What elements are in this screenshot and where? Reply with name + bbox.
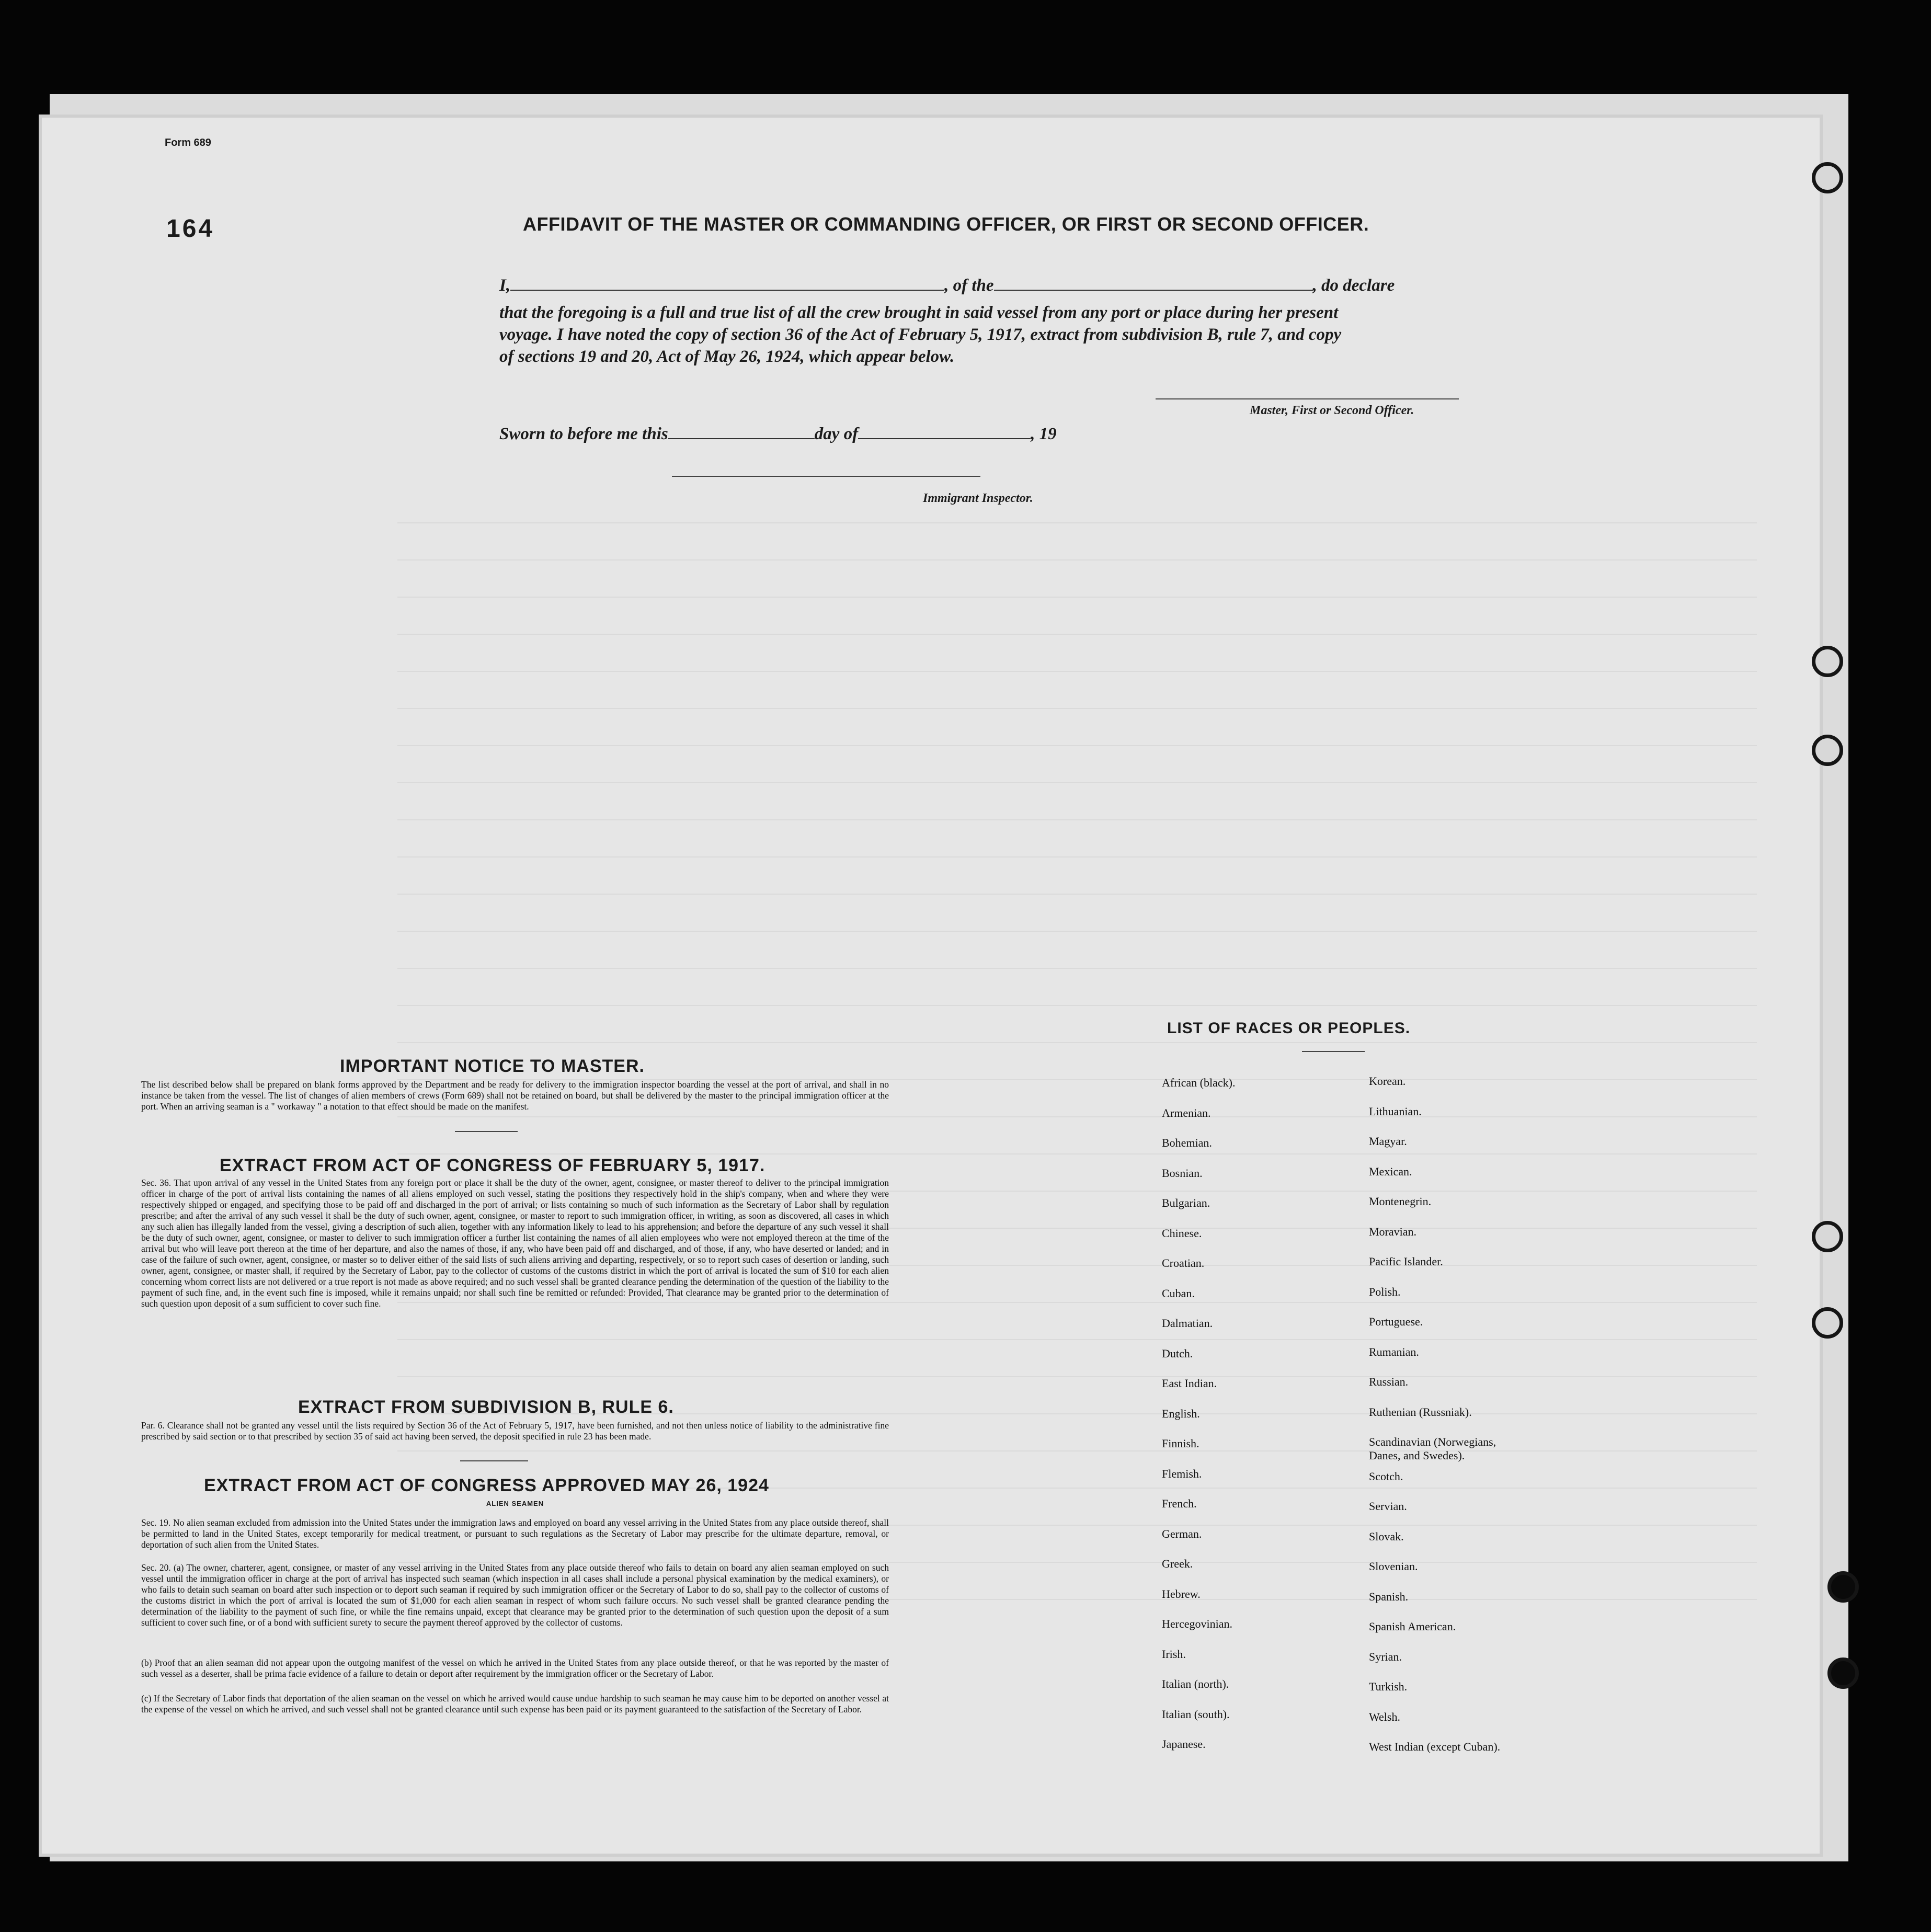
bleed-through-rule — [397, 968, 1757, 969]
race-item: Flemish. — [1162, 1467, 1202, 1480]
master-signature-line[interactable] — [1156, 398, 1459, 399]
race-item: Italian (north). — [1162, 1677, 1229, 1690]
affidavit-line-3: voyage. I have noted the copy of section 36 of the Act of February 5, 1917, extract from subdivision B, rule 7, and copy — [499, 325, 1342, 344]
notice-body: The list described below shall be prepared on blank forms approved by the Department and be ready for delivery to the immigration inspector boarding the vessel at the port of arrival, and shall in no instance be taken from the vessel. The list of changes of alien members of crews (Form 689) shall not be retained on board, but shall be delivered by the master to the principal immigration officer at the port. When an arriving seaman is a " workaway " a notation to that effect should be made on the manifest. — [141, 1079, 889, 1112]
extract-1924-sec20b: (b) Proof that an alien seaman did not appear upon the outgoing manifest of the vessel on which he arrived in the United States from any place outside thereof, or that he was reported by the master of such vessel as a deserter, shall be prima facie evidence of a failure to detain or deport after requirement by the immigration officer or the Secretary of Labor. — [141, 1657, 889, 1679]
extract-1924-sec19: Sec. 19. No alien seaman excluded from admission into the United States under the immigration laws and employed on board any vessel arriving in the United States from any place outside thereof, shall be permitted to land in the United States, except temporarily for medical treatment, or pursuant to such regulations as the Secretary of Labor may prescribe for the ultimate departure, removal, or deportation of such alien from the United States. — [141, 1517, 889, 1550]
binder-hole-icon — [1812, 1307, 1843, 1339]
inspector-signature-line[interactable] — [672, 476, 980, 477]
race-item: Rumanian. — [1369, 1345, 1419, 1358]
bleed-through-rule — [397, 819, 1757, 820]
race-item: Mexican. — [1369, 1164, 1412, 1178]
sworn-day-blank[interactable] — [668, 438, 815, 439]
race-item: Korean. — [1369, 1074, 1406, 1088]
sheet-number: 164 — [166, 215, 215, 243]
inspector-label: Immigrant Inspector. — [923, 491, 1033, 505]
race-item: Russian. — [1369, 1375, 1409, 1388]
master-name-blank[interactable] — [510, 290, 944, 291]
race-item: Slovenian. — [1369, 1560, 1418, 1573]
sworn-line — [499, 425, 1057, 444]
race-item: Scandinavian (Norwegians, — [1369, 1435, 1496, 1448]
race-item: Cuban. — [1162, 1286, 1195, 1300]
bleed-through-rule — [397, 559, 1757, 561]
race-item: Chinese. — [1162, 1226, 1202, 1240]
races-title: LIST OF RACES OR PEOPLES. — [1167, 1020, 1411, 1037]
extract-1917-body: Sec. 36. That upon arrival of any vessel in the United States from any foreign port or place it shall be the duty of the owner, agent, consignee, or master thereof to deliver to the principal immigration officer in charge of the port of arrival lists containing the names of all aliens employed on such vessel, stating the positions they respectively hold in the ship's company, when and where they were respectively shipped or engaged, and specifying those to be paid off and discharged in the port of arrival; or lists containing so much of such information as the Secretary of Labor shall by regulation prescribe; and after the arrival of any such vessel it shall be the duty of such owner, agent, consignee, or master to report to such immigration officer, in writing, as soon as discovered, all cases in which any such alien has illegally landed from the vessel, giving a description of such alien, together with any information likely to lead to his apprehension; and before the departure of any such vessel it shall be the duty of such owner, agent, consignee, or master to deliver to such immigration officer a further list containing the names of all alien employees who were not employed thereon at the time of the arrival but who will leave port thereon at the time of her departure, and also the names of those, if any, who have been paid off and discharged, and of those, if any, who have deserted or landed; and in case of the failure of such owner, agent, consignee, or master so to deliver either of the said lists of such aliens arriving and departing, respectively, or so to report such cases of desertion or landing, such owner, agent, consignee, or master shall, if required by the Secretary of Labor, pay to the collector of customs of the customs district in which the port of arrival is located the sum of $10 for each alien concerning whom correct lists are not delivered or a true report is not made as above required; and no such vessel shall be granted clearance pending the determination of the question of the liability to the payment of such fine, and, in the event such fine is imposed, while it remains unpaid; nor shall such fine be remitted or refunded: Provided, That clearance may be granted prior to the determination of such question upon deposit of a sum sufficient to cover such fine. — [141, 1178, 889, 1309]
notice-title: IMPORTANT NOTICE TO MASTER. — [340, 1056, 645, 1076]
race-item: Armenian. — [1162, 1106, 1211, 1119]
affidavit-title: AFFIDAVIT OF THE MASTER OR COMMANDING OFFICER, OR FIRST OR SECOND OFFICER. — [523, 213, 1369, 235]
bleed-through-rule — [397, 1042, 1757, 1043]
race-item: Turkish. — [1369, 1680, 1408, 1693]
extract-rule6-title: EXTRACT FROM SUBDIVISION B, RULE 6. — [298, 1397, 674, 1417]
divider — [1302, 1051, 1365, 1052]
race-item: Pacific Islander. — [1369, 1255, 1443, 1268]
race-item: Croatian. — [1162, 1256, 1205, 1270]
race-item: Magyar. — [1369, 1135, 1407, 1148]
affidavit-of-the: , of the — [944, 276, 994, 295]
race-item: Hercegovinian. — [1162, 1617, 1232, 1630]
race-item: Hebrew. — [1162, 1587, 1201, 1601]
bleed-through-rule — [397, 856, 1757, 858]
race-item: German. — [1162, 1527, 1202, 1540]
race-item: Greek. — [1162, 1557, 1193, 1570]
race-item: West Indian (except Cuban). — [1369, 1740, 1501, 1753]
race-item: Spanish. — [1369, 1590, 1409, 1603]
bleed-through-rule — [397, 1116, 1757, 1117]
bleed-through-rule — [397, 671, 1757, 672]
affidavit-declare: , do declare — [1312, 276, 1395, 295]
race-item: Ruthenian (Russniak). — [1369, 1405, 1472, 1419]
race-item: Scotch. — [1369, 1469, 1403, 1483]
race-item: Bohemian. — [1162, 1136, 1212, 1149]
affidavit-line-2: that the foregoing is a full and true list of all the crew brought in said vessel from any port or place during her present — [499, 303, 1339, 322]
race-item: Lithuanian. — [1369, 1104, 1422, 1118]
binder-hole-icon — [1812, 735, 1843, 766]
extract-1924-sec20c: (c) If the Secretary of Labor finds that deportation of the alien seaman on the vessel on which he arrived would cause undue hardship to such seaman he may cause him to be deported on another vessel at the expense of the vessel on which he arrived, and such vessel shall not be granted clearance until such expense has been paid or its payment guaranteed to the satisfaction of the Secretary of Labor. — [141, 1693, 889, 1714]
race-item: Finnish. — [1162, 1437, 1199, 1450]
binder-hole-icon — [1812, 646, 1843, 677]
bleed-through-rule — [397, 1153, 1757, 1154]
race-item: Moravian. — [1369, 1225, 1417, 1238]
affidavit-i: I, — [499, 276, 511, 295]
race-item: Servian. — [1369, 1500, 1407, 1513]
bleed-through-rule — [397, 745, 1757, 746]
bleed-through-rule — [397, 1376, 1757, 1377]
race-item: Welsh. — [1369, 1710, 1400, 1723]
bleed-through-rule — [397, 894, 1757, 895]
affidavit-line-4: of sections 19 and 20, Act of May 26, 1924, which appear below. — [499, 347, 955, 366]
race-item: Syrian. — [1369, 1650, 1402, 1663]
sworn-before-label: Sworn to before me this — [499, 425, 668, 443]
extract-1917-title: EXTRACT FROM ACT OF CONGRESS OF FEBRUARY 5, 1917. — [220, 1156, 765, 1175]
race-item: Montenegrin. — [1369, 1195, 1432, 1208]
binder-hole-icon — [1827, 1571, 1859, 1603]
race-item: Italian (south). — [1162, 1707, 1230, 1721]
race-item: Slovak. — [1369, 1529, 1404, 1543]
race-item: East Indian. — [1162, 1377, 1217, 1390]
bleed-through-rule — [397, 1450, 1757, 1451]
bleed-through-rule — [397, 1339, 1757, 1340]
extract-rule6-body: Par. 6. Clearance shall not be granted any vessel until the lists required by Section 36 of the Act of February 5, 1917, have been furnished, and not then unless notice of liability to the administrative fine prescribed by said section or to that prescribed by section 35 of said act having been served, the deposit specified in rule 23 has been made. — [141, 1420, 889, 1442]
race-item: Japanese. — [1162, 1737, 1206, 1751]
form-number: Form 689 — [165, 137, 211, 148]
binder-hole-icon — [1812, 162, 1843, 193]
race-item: African (black). — [1162, 1076, 1236, 1089]
bleed-through-rule — [397, 1005, 1757, 1006]
race-item: English. — [1162, 1407, 1200, 1420]
extract-1924-sec20a: Sec. 20. (a) The owner, charterer, agent, consignee, or master of any vessel arriving in the United States from any place outside thereof who fails to detain on board any alien seaman employed on such vessel until the immigration officer in charge at the port of arrival has inspected such seaman (which inspection in all cases shall include a personal physical examination by the medical examiners), or who fails to detain such seaman on board after such inspection or to deport such seaman if required by such immigration officer or the Secretary of Labor to do so, shall pay to the collector of customs of the customs district in which the port of arrival is located the sum of $1,000 for each alien seaman in respect of whom such failure occurs. No such vessel shall be granted clearance pending the determination of the liability to the payment of such fine, or while the fine remains unpaid, except that clearance may be granted prior to the determination of such question upon the deposit of a sum sufficient to cover such fine, or of a bond with sufficient surety to secure the payment thereof approved by the collector of customs. — [141, 1562, 889, 1628]
race-item: Dutch. — [1162, 1346, 1193, 1360]
vessel-name-blank[interactable] — [994, 290, 1313, 291]
race-item: French. — [1162, 1497, 1197, 1510]
race-item: Bulgarian. — [1162, 1196, 1210, 1209]
bleed-through-rule — [397, 931, 1757, 932]
bleed-through-rule — [397, 522, 1757, 523]
divider — [460, 1460, 528, 1461]
race-item: Danes, and Swedes). — [1369, 1449, 1465, 1462]
extract-1924-subtitle: ALIEN SEAMEN — [486, 1500, 544, 1507]
sworn-month-blank[interactable] — [858, 438, 1031, 439]
race-item: Polish. — [1369, 1285, 1401, 1298]
race-item: Dalmatian. — [1162, 1317, 1213, 1330]
race-item: Portuguese. — [1369, 1315, 1423, 1328]
race-item: Bosnian. — [1162, 1166, 1203, 1180]
race-item: Spanish American. — [1369, 1620, 1456, 1633]
bleed-through-rule — [397, 708, 1757, 709]
day-of-label: day of — [814, 425, 859, 443]
divider — [455, 1131, 518, 1132]
year-prefix: , 19 — [1031, 425, 1057, 443]
binder-hole-icon — [1827, 1657, 1859, 1689]
bleed-through-rule — [397, 634, 1757, 635]
affidavit-line-1 — [499, 276, 1395, 295]
race-item: Irish. — [1162, 1647, 1186, 1661]
binder-hole-icon — [1812, 1221, 1843, 1252]
extract-1924-title: EXTRACT FROM ACT OF CONGRESS APPROVED MAY 26, 1924 — [204, 1476, 769, 1495]
bleed-through-rule — [397, 597, 1757, 598]
master-signature-label: Master, First or Second Officer. — [1250, 404, 1414, 417]
bleed-through-rule — [397, 782, 1757, 783]
